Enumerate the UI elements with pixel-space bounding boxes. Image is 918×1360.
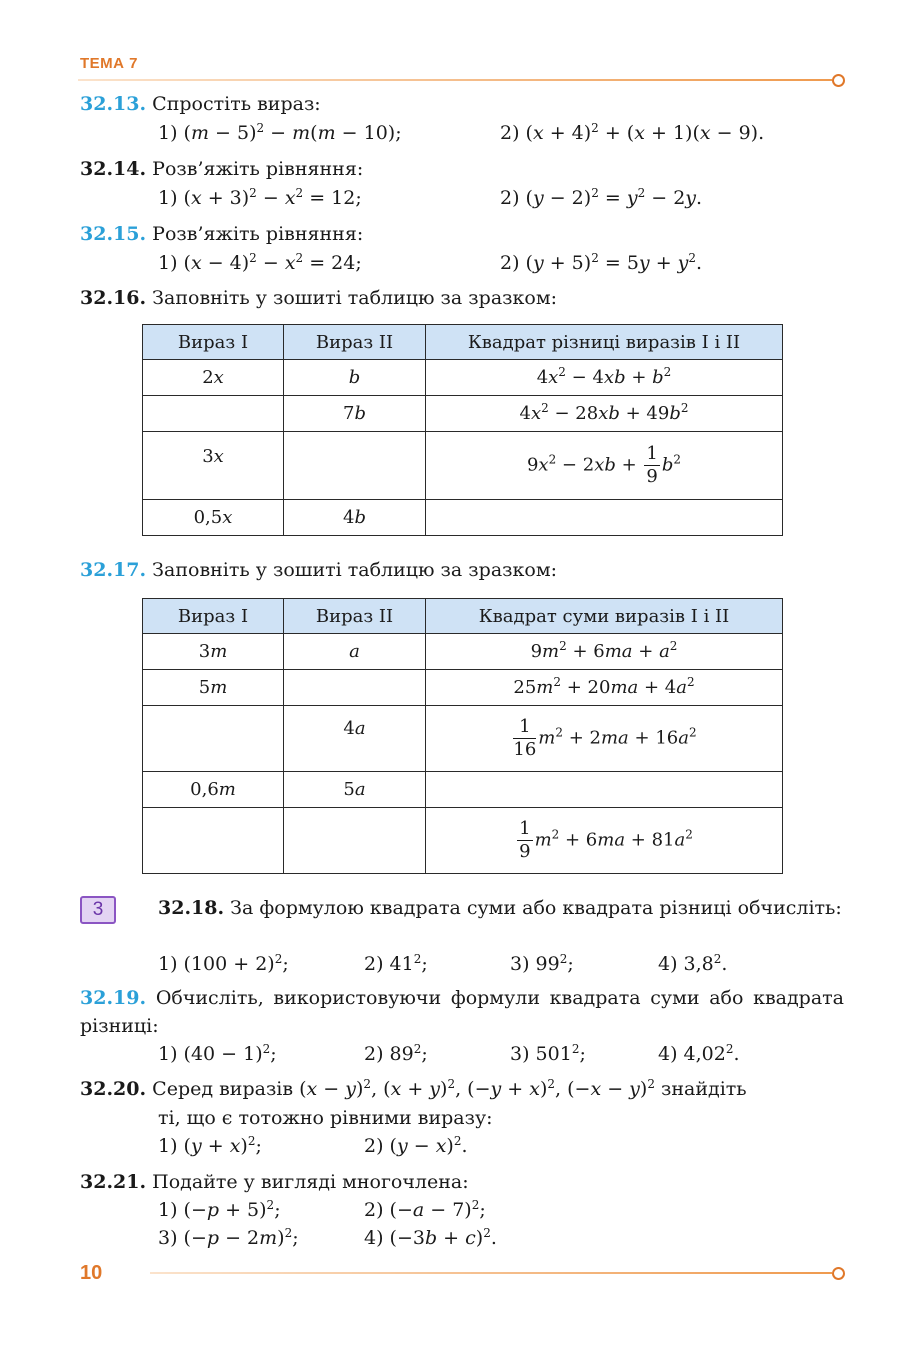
- item: 2) $41^2$;: [364, 952, 428, 975]
- table-header-row: [143, 599, 783, 634]
- exercise-title: За формулою квадрата суми або квадрата різниці обчисліть:: [230, 897, 842, 919]
- table-cell: [284, 670, 426, 706]
- table-row: [143, 432, 783, 500]
- table-cell: 0,6m: [143, 772, 284, 808]
- table-cell: 3x: [143, 432, 284, 500]
- table-cell: [143, 396, 284, 432]
- exercise-number: 32.18.: [158, 897, 225, 919]
- exercise-32-15-item-2: 2) $(y + 5)^2 = 5y + y^2$.: [500, 251, 703, 274]
- page-number: 10: [80, 1262, 103, 1284]
- table-header-row: [143, 325, 783, 360]
- exercise-number: 32.16.: [80, 287, 147, 309]
- table-row: [143, 360, 783, 396]
- exercise-32-14-item-2: 2) $(y - 2)^2 = y^2 - 2y$.: [500, 186, 703, 209]
- table-row: [143, 634, 783, 670]
- item: 1) $(40 - 1)^2$;: [158, 1042, 277, 1065]
- table-cell: 5a: [284, 772, 426, 808]
- exercise-title: Розв’яжіть рівняння:: [152, 158, 364, 180]
- table-cell: $\frac{1}{9}$ $m^2 + 6ma + 81a^2$: [426, 808, 783, 874]
- exercise-32-21-items-row-1: [158, 1198, 844, 1222]
- exercise-32-16-heading: [80, 286, 557, 310]
- table-cell: $4x^2 - 4xb + b^2$: [426, 360, 783, 396]
- sum-square-table: [142, 598, 783, 874]
- table-cell: [284, 432, 426, 500]
- column-header: Вираз I: [143, 325, 284, 360]
- exercise-32-14-item-1: 1) $(x + 3)^2 - x^2 = 12$;: [158, 186, 362, 209]
- exercise-title: Серед виразів $(x - y)^2$, $(x + y)^2$, $(-y + x)^2$, $(-x - y)^2$ знайдіть: [152, 1077, 747, 1100]
- exercise-32-21-heading: [80, 1170, 469, 1194]
- exercise-32-20-heading: [80, 1075, 844, 1103]
- exercise-title: Розв’яжіть рівняння:: [152, 223, 364, 245]
- item: 1) $(y + x)^2$;: [158, 1134, 262, 1157]
- column-header: Квадрат різниці виразів I і II: [426, 325, 783, 360]
- column-header: Вираз I: [143, 599, 284, 634]
- difference-square-table: [142, 324, 783, 536]
- exercise-number: 32.20.: [80, 1078, 147, 1100]
- item: 1) $(100 + 2)^2$;: [158, 952, 289, 975]
- header-rule: [78, 79, 832, 81]
- fraction: $\frac{1}{16}$: [513, 716, 537, 760]
- column-header: Квадрат суми виразів I і II: [426, 599, 783, 634]
- topic-label: ТЕМА 7: [80, 55, 139, 72]
- table-cell: 0,5x: [143, 500, 284, 536]
- table-cell: [284, 808, 426, 874]
- table-row: [143, 706, 783, 772]
- table-cell: $9m^2 + 6ma + a^2$: [426, 634, 783, 670]
- header-rule-end-circle: [832, 74, 845, 87]
- exercise-32-13-heading: [80, 92, 321, 116]
- table-cell: 5m: [143, 670, 284, 706]
- exercise-title: Спростіть вираз:: [152, 93, 321, 115]
- exercise-32-18-items: [158, 952, 844, 976]
- item: 1) $(-p + 5)^2$;: [158, 1198, 281, 1221]
- item: 4) 4,02$^2$.: [658, 1042, 740, 1065]
- exercise-number: 32.14.: [80, 158, 147, 180]
- table-cell: 3m: [143, 634, 284, 670]
- exercise-title: Подайте у вигляді многочлена:: [152, 1171, 469, 1193]
- table-cell: $4x^2 - 28xb + 49b^2$: [426, 396, 783, 432]
- item: 3) $501^2$;: [510, 1042, 586, 1065]
- exercise-32-15-item-1: 1) $(x - 4)^2 - x^2 = 24$;: [158, 251, 362, 274]
- exercise-number: 32.13.: [80, 93, 147, 115]
- item: 2) $89^2$;: [364, 1042, 428, 1065]
- column-header: Вираз II: [284, 325, 426, 360]
- exercise-title: Заповніть у зошиті таблицю за зразком:: [152, 287, 557, 309]
- difficulty-level-badge: 3: [80, 896, 116, 924]
- table-cell: $\frac{1}{16}$ $m^2 + 2ma + 16a^2$: [426, 706, 783, 772]
- table-cell: a: [284, 634, 426, 670]
- table-cell: 2x: [143, 360, 284, 396]
- table-cell: 7b: [284, 396, 426, 432]
- exercise-32-14-heading: [80, 157, 363, 181]
- exercise-number: 32.15.: [80, 223, 147, 245]
- table-row: [143, 396, 783, 432]
- column-header: Вираз II: [284, 599, 426, 634]
- fraction: $\frac{1}{9}$: [519, 818, 531, 862]
- exercise-32-17-heading: [80, 558, 557, 582]
- exercise-32-15-heading: [80, 222, 363, 246]
- exercise-number: 32.21.: [80, 1171, 147, 1193]
- table-row: [143, 500, 783, 536]
- table-cell: [426, 500, 783, 536]
- exercise-title: Заповніть у зошиті таблицю за зразком:: [152, 559, 557, 581]
- exercise-32-19-items: [158, 1042, 844, 1066]
- exercise-32-13-item-1: 1) $(m - 5)^2 - m(m - 10)$;: [158, 121, 402, 144]
- table-row: [143, 772, 783, 808]
- table-cell: [143, 706, 284, 772]
- exercise-32-18-heading: [158, 894, 844, 922]
- exercise-32-19-heading: [80, 984, 844, 1040]
- item: 4) $3,8^2$.: [658, 952, 728, 975]
- table-cell: 4a: [284, 706, 426, 772]
- item: 3) $99^2$;: [510, 952, 574, 975]
- exercise-32-20-items: [158, 1134, 844, 1158]
- item: 4) $(-3b + c)^2$.: [364, 1226, 497, 1249]
- footer-rule-end-circle: [832, 1267, 845, 1280]
- exercise-number: 32.17.: [80, 559, 147, 581]
- exercise-title: Обчисліть, використовуючи формули квадрата суми або квадрата різниці:: [80, 987, 844, 1037]
- table-cell: $9x^2 - 2xb$ + $\frac{1}{9}$ $b^2$: [426, 432, 783, 500]
- table-row: [143, 670, 783, 706]
- table-row: [143, 808, 783, 874]
- table-cell: [426, 772, 783, 808]
- table-cell: b: [284, 360, 426, 396]
- item: 2) $(y - x)^2$.: [364, 1134, 468, 1157]
- exercise-32-21-items-row-2: [158, 1226, 844, 1250]
- exercise-32-13-item-2: 2) $(x + 4)^2 + (x + 1)(x - 9)$.: [500, 121, 765, 144]
- exercise-number: 32.19.: [80, 987, 147, 1009]
- footer-rule: [150, 1272, 832, 1274]
- item: 2) $(-a - 7)^2$;: [364, 1198, 486, 1221]
- exercise-32-20-title-continued: ті, що є тотожно рівними виразу:: [158, 1107, 493, 1129]
- table-cell: 4b: [284, 500, 426, 536]
- item: 3) $(-p - 2m)^2$;: [158, 1226, 299, 1249]
- table-cell: [143, 808, 284, 874]
- fraction: $\frac{1}{9}$: [646, 443, 658, 487]
- table-cell: $25m^2 + 20ma + 4a^2$: [426, 670, 783, 706]
